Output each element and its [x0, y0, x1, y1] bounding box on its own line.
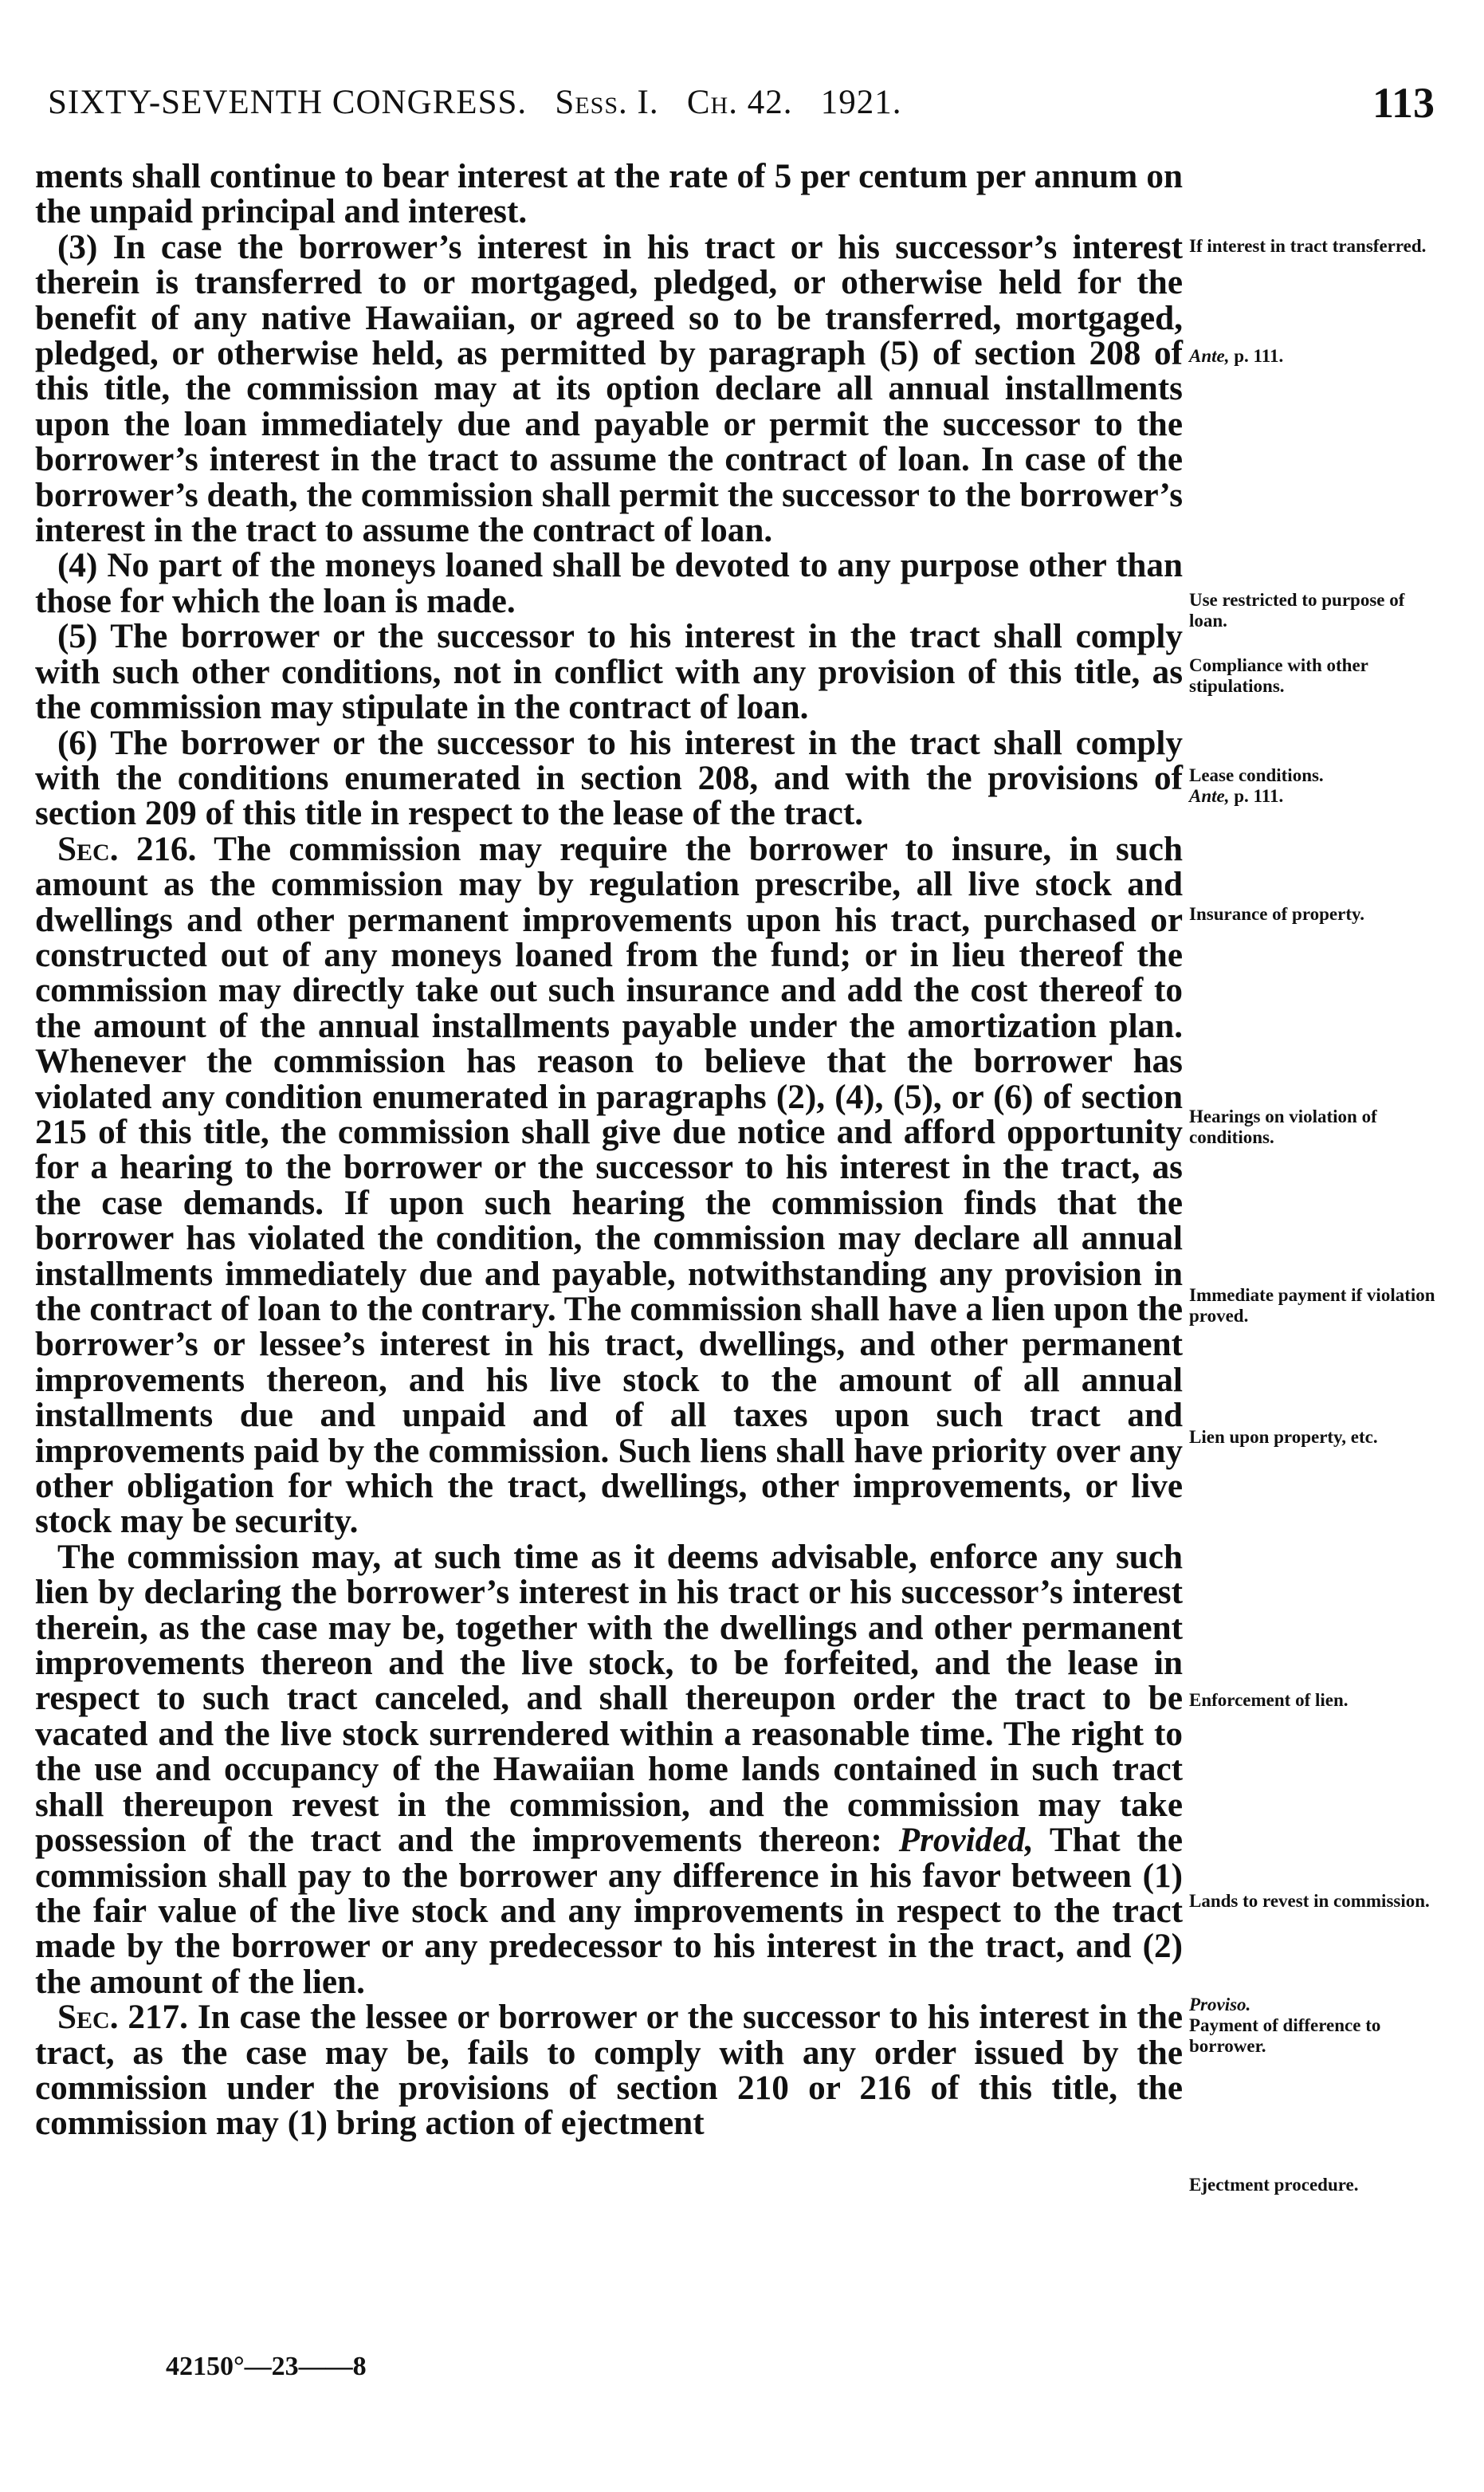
margin-note-use-restricted: Use restricted to purpose of loan. — [1189, 590, 1405, 631]
main-text — [35, 159, 1183, 2142]
paragraph-continuation: ments shall continue to bear interest at the rate of 5 per centum per annum on the unpaid principal and interest. — [35, 158, 1183, 231]
margin-note-interest-transferred: If interest in tract transferred. — [1189, 236, 1427, 256]
ante-italic: Ante, — [1189, 346, 1230, 366]
section-217-text: In case the lessee or borrower or the successor to his interest in the tract, as the case may be, fails to comply with any order issued by the commission under the provisions of section 210 or 216 of this title, the commission may (1) bring action of ejectment — [35, 1999, 1184, 2143]
lease-conditions-label: Lease conditions. — [1189, 765, 1324, 785]
margin-note-lands-revest: Lands to revest in commission. — [1189, 1891, 1430, 1911]
margin-note-ejectment: Ejectment procedure. — [1189, 2175, 1359, 2195]
section-217 — [35, 2000, 1183, 2142]
enforcement-text: The commission may, at such time as it deems advisable, enforce any such lien by declaring the borrower’s interest in his tract or his successor’s interest therein, as the case may be, together with the dwellings and other permanent improvements thereon and the live stock, to be forfeited, and the lease in respect to such tract canceled, and shall thereupon order the tract to be vacated and the live stock surrendered within a reasonable time. The right to the use and occupancy of the Hawaiian home lands contained in such tract shall thereupon revest in the commission, and the commission may take possession of the tract and the improvements thereon: — [35, 1538, 1183, 1860]
proviso-label: Proviso. — [1189, 1995, 1251, 2014]
section-217-label: Sec. 217. — [57, 1999, 188, 2037]
session-label: Sess. I. — [555, 84, 659, 121]
ante-page: p. 111. — [1234, 346, 1284, 366]
section-216 — [35, 832, 1183, 1540]
margin-note-proviso — [1189, 1995, 1436, 2057]
section-216-label: Sec. 216. — [57, 830, 197, 868]
paragraph-3: (3) In case the borrower’s interest in his tract or his successor’s interest therein is transferred to or mortgaged, pledged, or otherwise held for the benefit of any native Hawaiian, or agreed so to be transferred, mortgaged, pledged, or otherwise held, as permitted by paragraph (5) of section 208 of this title, the commission may at its option declare all annual installments upon the loan immediately due and payable or permit the successor to the borrower’s interest in the tract to assume the contract of loan. In case of the borrower’s death, the commission shall permit the successor to the borrower’s interest in the tract to assume the contract of loan. — [35, 228, 1183, 550]
margin-note-immediate-payment: Immediate payment if violation proved. — [1189, 1285, 1435, 1326]
page-number: 113 — [1372, 79, 1435, 127]
chapter-label: Ch. 42. — [686, 84, 793, 121]
page-header — [48, 79, 1435, 139]
congress-name: SIXTY-SEVENTH CONGRESS. — [48, 84, 528, 121]
lease-ante-italic: Ante, — [1189, 786, 1230, 806]
paragraph-enforcement — [35, 1540, 1183, 2000]
year-label: 1921. — [820, 84, 902, 121]
running-head — [48, 83, 901, 122]
payment-difference-label: Payment of difference to borrower. — [1189, 2015, 1381, 2056]
paragraph-4: (4) No part of the moneys loaned shall be devoted to any purpose other than those for which the loan is made. — [35, 547, 1183, 620]
margin-note-compliance: Compliance with other stipulations. — [1189, 655, 1368, 696]
lease-ante-page: p. 111. — [1234, 786, 1284, 806]
signature-mark: 42150°—23——8 — [166, 2352, 367, 2381]
margin-note-hearings: Hearings on violation of conditions. — [1189, 1106, 1377, 1147]
proviso-text: That the commission shall pay to the borrower any difference in his favor between (1) the fair value of the live stock and any improvements in respect to the tract made by the borrower or any predecessor to his interest in the tract, and (2) the amount of the lien. — [35, 1822, 1183, 2001]
section-216-text: The commission may require the borrower to insure, in such amount as the commission may by regulation prescribe, all live stock and dwellings and other permanent improvements upon his tract, purchased or constructed out of any moneys loaned from the fund; or in lieu thereof the commission may directly take out such insurance and add the cost thereof to the amount of the annual installments payable under the amortization plan. Whenever the commission has reason to believe that the borrower has violated any condition enumerated in paragraphs (2), (4), (5), or (6) of section 215 of this title, the commission shall give due notice and afford opportunity for a hearing to the borrower or the successor to his interest in the tract, as the case demands. If upon such hearing the commission finds that the borrower has violated the condition, the commission may declare all annual installments immediately due and payable, notwithstanding any provision in the contract of loan to the contrary. The commission shall have a lien upon the borrower’s or lessee’s interest in his tract, dwellings, and other permanent improvements thereon, and his live stock to the amount of all annual installments due and unpaid and of all taxes upon such tract and improvements paid by the commission. Such liens shall have priority over any other obligation for which the tract, dwellings, other improvements, or live stock may be security. — [35, 830, 1183, 1541]
margin-note-lease-conditions — [1189, 765, 1436, 807]
margin-note-insurance: Insurance of property. — [1189, 904, 1364, 924]
paragraph-6: (6) The borrower or the successor to his interest in the tract shall comply with the conditions enumerated in section 208, and with the provisions of section 209 of this title in respect to the lease of the tract. — [35, 724, 1183, 833]
paragraph-5: (5) The borrower or the successor to his interest in the tract shall comply with such other conditions, not in conflict with any provision of this title, as the commission may stipulate in the contract of loan. — [35, 618, 1183, 727]
margin-note-ante — [1189, 346, 1436, 367]
margin-note-lien: Lien upon property, etc. — [1189, 1427, 1378, 1447]
provided-keyword: Provided, — [898, 1822, 1034, 1860]
margin-note-enforcement: Enforcement of lien. — [1189, 1690, 1349, 1710]
